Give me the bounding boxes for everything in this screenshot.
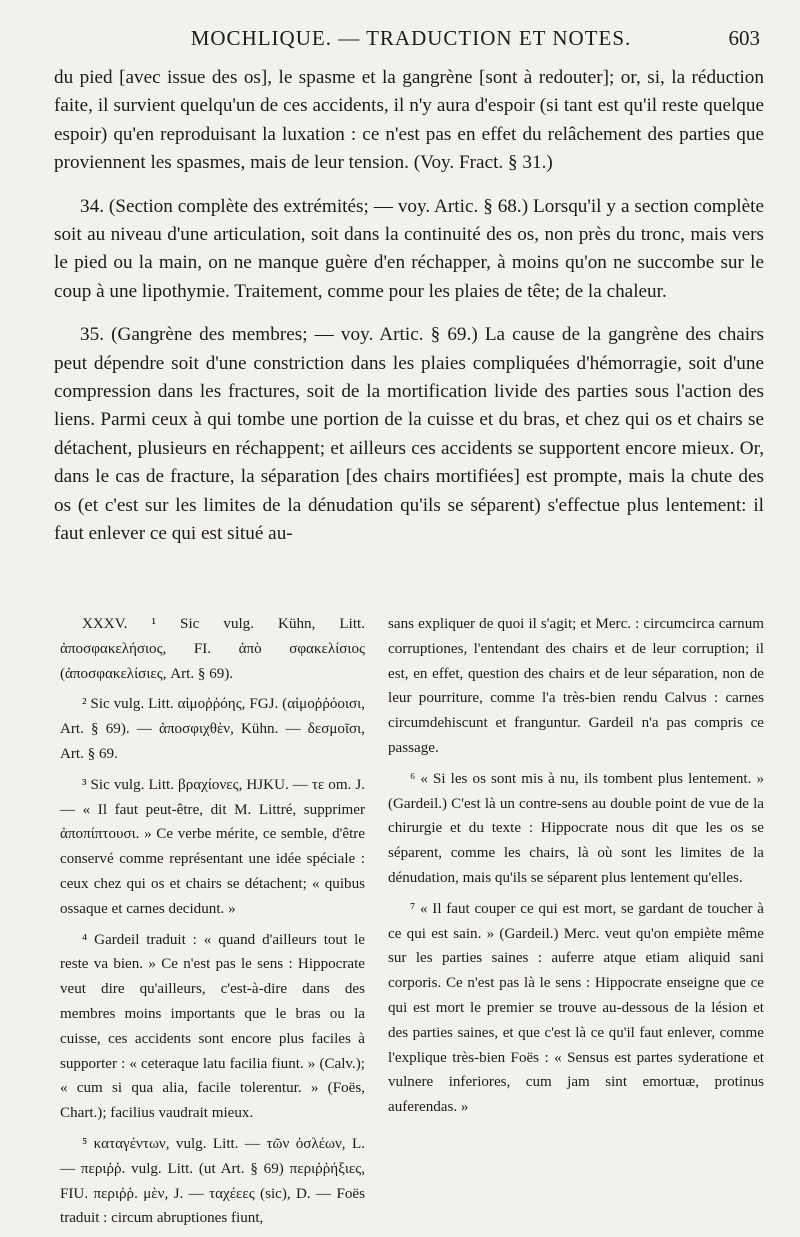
page-number: 603 bbox=[728, 26, 760, 50]
paragraph-continuation: du pied [avec issue des os], le spasme et la gangrène [sont à redouter]; or, si, la réduction faite, il survient quelqu'un de ces accidents, il n'y aura d'espoir (si tant est qu'il reste quelque espoir) qu'en reproduisant la luxation : ce n'est pas en effet du relâchement des parties que proviennent les spasmes, mais de leur tension. (Voy. Fract. § 31.) bbox=[54, 67, 764, 174]
main-text bbox=[54, 64, 764, 549]
footnote-5: ⁵ καταγέντων, vulg. Litt. — τῶν ὀσλέων, L. — περιῤῥ. vulg. Litt. (ut Art. § 69) περιῤῥήξιες, FIU. περιῤῥ. μὲν, J. — ταχέεες (sic), D. — Foës traduit : circum abruptiones fiunt, bbox=[60, 1135, 365, 1227]
footnote-1: XXXV. ¹ Sic vulg. Kühn, Litt. ἀποσφακελήσιος, FI. ἀπὸ σφακελίσιος (ἀποσφακελίσιες, Art. § 69). bbox=[60, 616, 365, 682]
running-title: MOCHLIQUE. — TRADUCTION ET NOTES. bbox=[190, 26, 632, 50]
footnote-7: ⁷ « Il faut couper ce qui est mort, se gardant de toucher à ce qui est sain. » (Gardeil.) Merc. veut qu'on empiète même sur les parties saines : auferre atque etiam aliquid sani corporis. Ce n'est pas là le sens : Hippocrate enseigne que ce qui est mort le premier se trouve au-dessous de la lésion et des parties saines, et que c'est là ce qu'il faut enlever, comme l'explique très-bien Foës : « Sensus est partes syderatione et vulnere inferiores, cum jam sint emortuæ, protinus auferendas. » bbox=[388, 900, 764, 1116]
paragraph-34: 34. (Section complète des extrémités; — voy. Artic. § 68.) Lorsqu'il y a section complète soit au niveau d'une articulation, soit dans la continuité des os, non près du tronc, mais vers le pied ou la main, on ne manque guère d'en réchapper, à moins qu'on ne succombe sur le coup à une lipothymie. Traitement, comme pour les plaies de tête; de la chaleur. bbox=[54, 195, 764, 302]
footnote-5-continued: sans expliquer de quoi il s'agit; et Merc. : circumcirca carnum corruptiones, l'entendant des chairs et de leur corruption; il est, en effet, question des chairs et de leur séparation, non de leur pourriture, comme l'a très-bien rendu Calvus : carnes circumdehiscunt et franguntur. Gardeil n'a pas compris ce passage. bbox=[388, 616, 764, 756]
footnote-6: ⁶ « Si les os sont mis à nu, ils tombent plus lentement. » (Gardeil.) C'est là un contre-sens au double point de vue de la chirurgie et du texte : Hippocrate nous dit que les os se séparent, comme les chairs, là où sont les limites de la dénudation, mais qu'ils se séparent plus lentement qu'elles. bbox=[388, 770, 764, 886]
footnotes-left-column bbox=[60, 612, 365, 1237]
footnote-3: ³ Sic vulg. Litt. βραχίονες, HJKU. — τε om. J. — « Il faut peut-être, dit M. Littré, supprimer ἀποπίπτουσι. » Ce verbe mérite, ce semble, d'être conservé comme représentant une idée spéciale : ceux chez qui os et chairs se détachent; « quibus ossaque et carnes decidunt. » bbox=[60, 776, 365, 917]
running-header bbox=[62, 26, 760, 56]
paragraph-35: 35. (Gangrène des membres; — voy. Artic. § 69.) La cause de la gangrène des chairs peut dépendre soit d'une constriction dans les plaies compliquées d'hémorragie, soit d'une compression dans les fractures, soit de la mortification livide des parties sous l'action des liens. Parmi ceux à qui tombe une portion de la cuisse et du bras, et chez qui os et chairs se détachent, plusieurs en réchappent; et ailleurs ces accidents se supportent encore mieux. Or, dans le cas de fracture, la séparation [des chairs mortifiées] est prompte, mais la chute des os (et c'est sur les limites de la dénudation qu'ils se séparent) s'effectue plus lentement: il faut enlever ce qui est situé au- bbox=[54, 324, 764, 545]
footnote-4: ⁴ Gardeil traduit : « quand d'ailleurs tout le reste va bien. » Ce n'est pas le sens : Hippocrate veut dire qu'ailleurs, c'est-à-dire dans des membres moins importants que le bras ou la cuisse, ces accidents sont encore plus faciles à supporter : « ceteraque latu facilia fiunt. » (Calv.); « cum si qua alia, facile tolerentur. » (Foës, Chart.); facilius vaudrait mieux. bbox=[60, 931, 365, 1122]
footnote-2: ² Sic vulg. Litt. αἱμοῤῥόης, FGJ. (αἱμοῤῥόοισι, Art. § 69). — ἀποσφιχθὲν, Kühn. — δεσμοῖσι, Art. § 69. bbox=[60, 696, 365, 762]
footnotes-right-column bbox=[388, 612, 764, 1126]
